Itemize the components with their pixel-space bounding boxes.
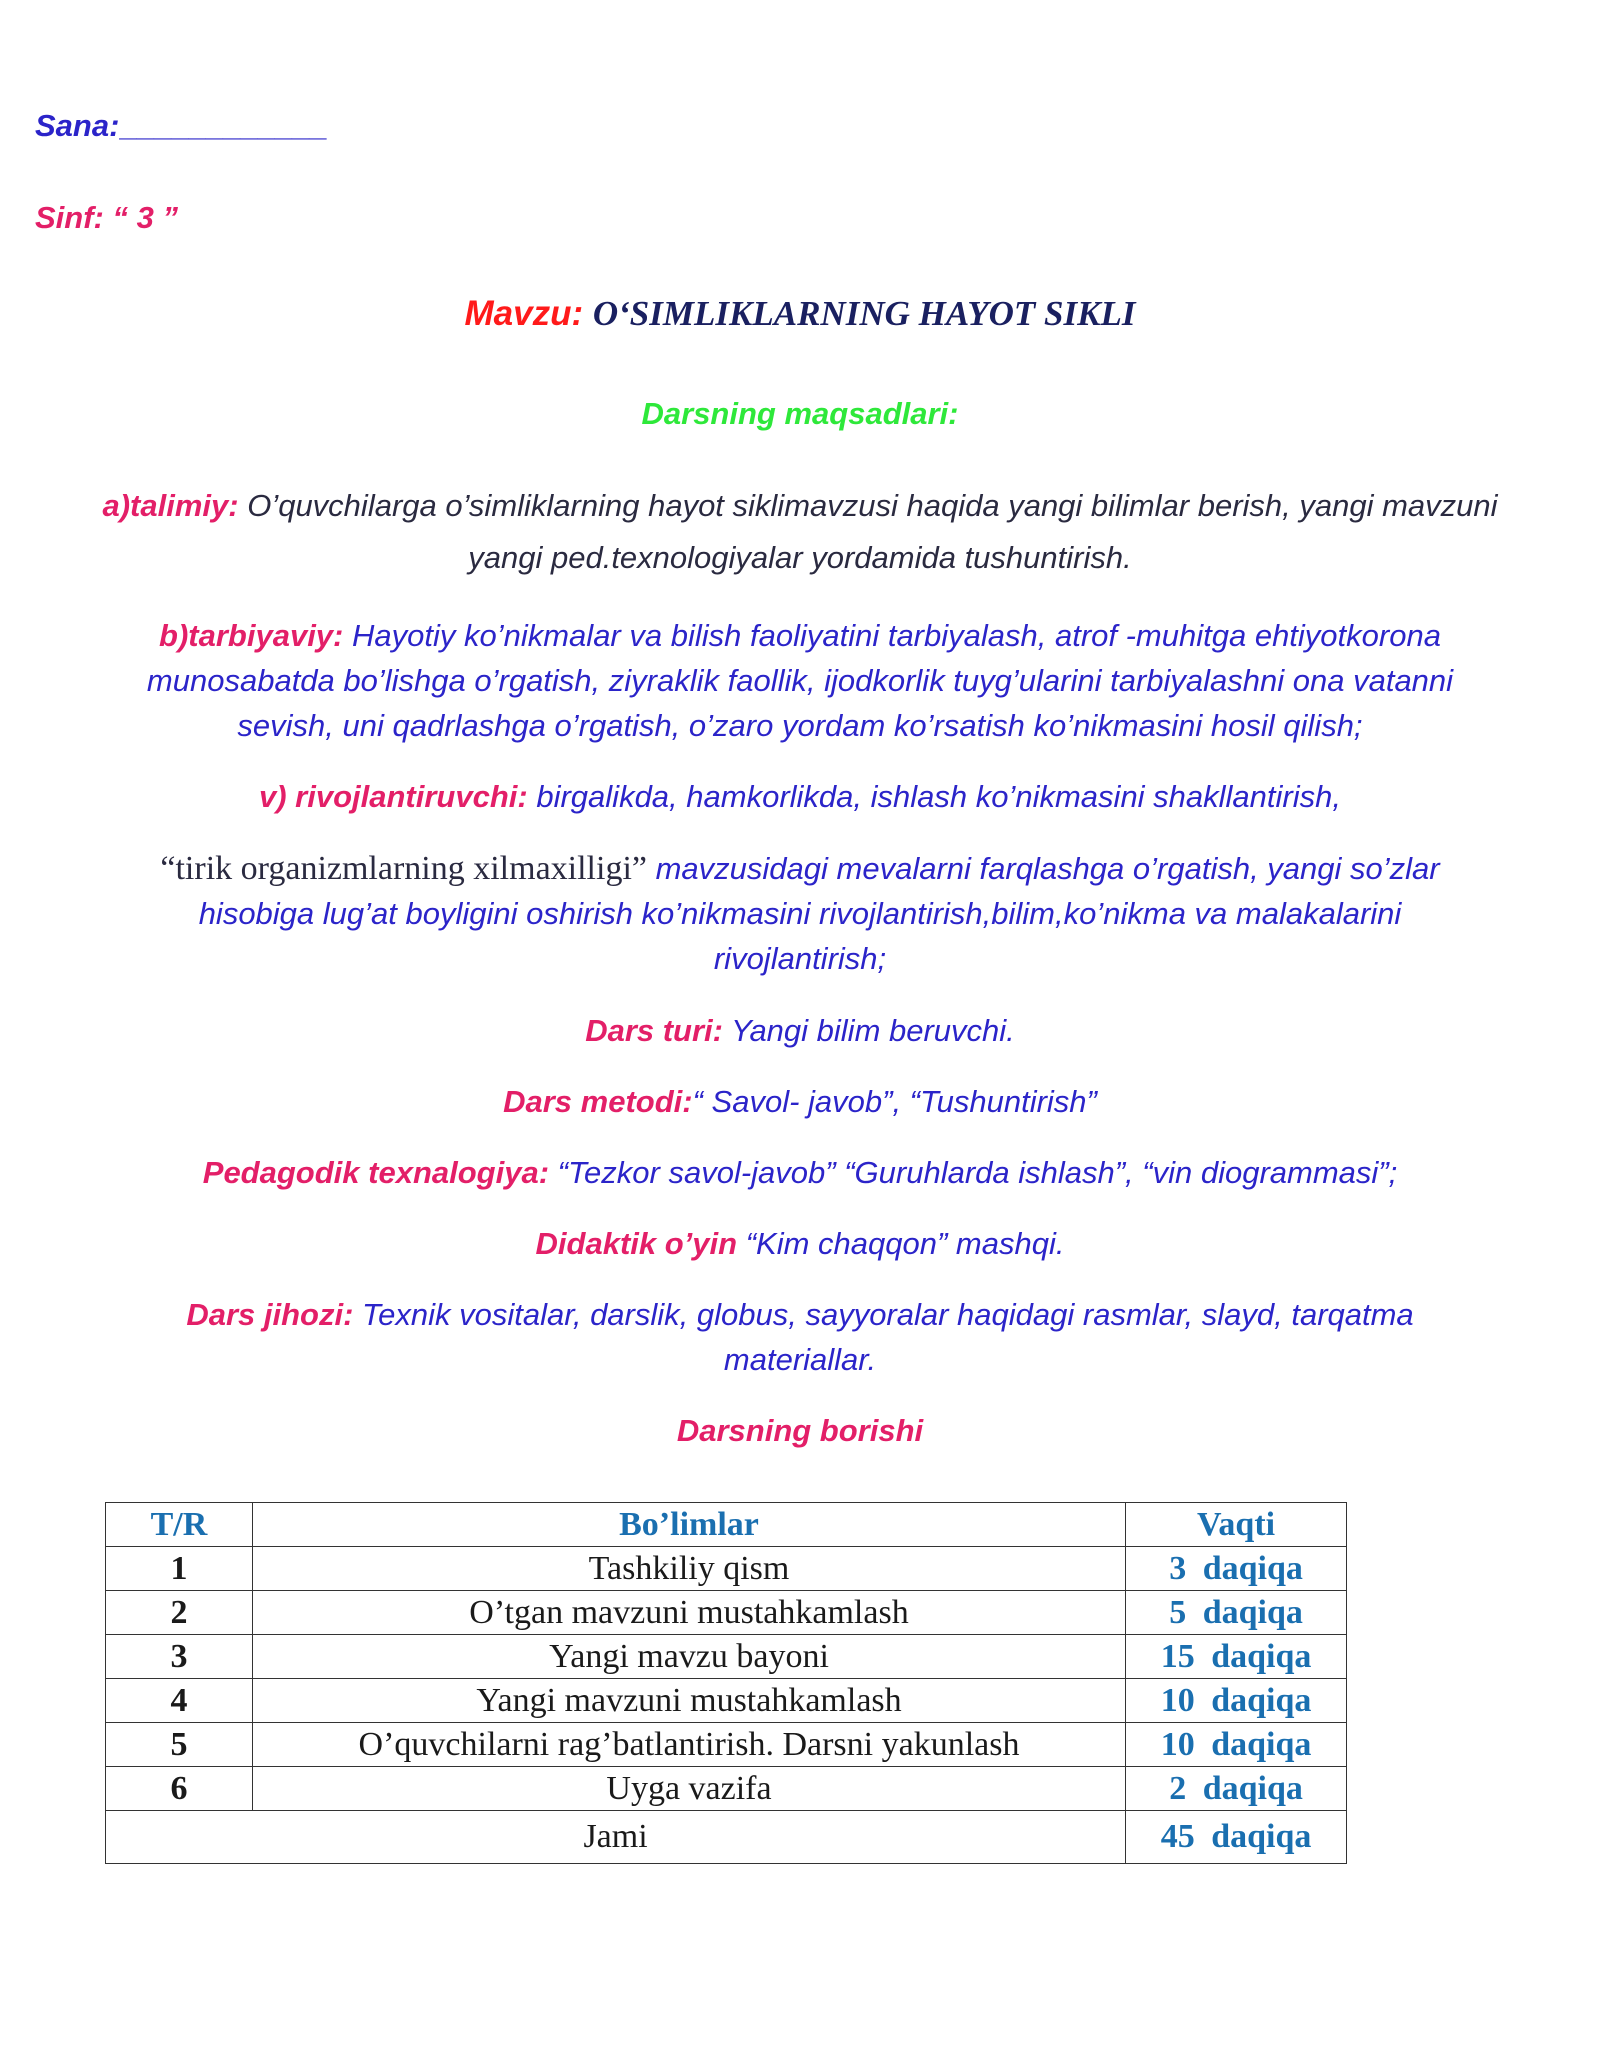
row-time: 10 daqiqa	[1126, 1679, 1347, 1723]
table-row	[106, 1679, 1347, 1723]
lesson-method-value: “ Savol- javob”, “Tushuntirish”	[692, 1084, 1097, 1119]
pedagogical-tech-label: Pedagodik texnalogiya:	[202, 1155, 550, 1190]
didactic-game-line	[0, 1226, 1600, 1262]
table-row	[106, 1635, 1347, 1679]
total-time: 45 daqiqa	[1126, 1811, 1347, 1864]
row-number: 3	[106, 1635, 253, 1679]
lesson-method-label: Dars metodi:	[503, 1084, 693, 1119]
equipment-label: Dars jihozi:	[186, 1297, 354, 1332]
progress-heading: Darsning borishi	[676, 1413, 924, 1448]
table-row	[106, 1723, 1347, 1767]
header-tr: T/R	[106, 1503, 253, 1547]
row-time: 15 daqiqa	[1126, 1635, 1347, 1679]
row-number: 6	[106, 1767, 253, 1811]
topic-label: Mavzu:	[464, 294, 584, 333]
class-value: “ 3 ”	[112, 200, 178, 235]
goal-b-line2: munosabatda bo’lishga o’rgatish, ziyraklik faollik, ijodkorlik tuyg’ularini tarbiyalashni ona vatanni	[146, 663, 1454, 698]
class-line	[35, 200, 635, 236]
row-time: 3 daqiqa	[1126, 1547, 1347, 1591]
goal-v-line4: rivojlantirish;	[713, 941, 887, 976]
lesson-type-line	[0, 1013, 1600, 1049]
lesson-type-label: Dars turi:	[585, 1013, 723, 1048]
equipment-text: Texnik vositalar, darslik, globus, sayyoralar haqidagi rasmlar, slayd, tarqatma	[362, 1297, 1414, 1332]
row-section: Yangi mavzuni mustahkamlash	[252, 1679, 1125, 1723]
pedagogical-tech-value: “Tezkor savol-javob” “Guruhlarda ishlash”, “vin diogrammasi”;	[549, 1155, 1398, 1190]
row-number: 4	[106, 1679, 253, 1723]
goal-v-line1	[0, 779, 1600, 815]
pedagogical-tech-line	[0, 1155, 1600, 1191]
lesson-method-line	[0, 1084, 1600, 1120]
goal-b-line3: sevish, uni qadrlashga o’rgatish, o’zaro yordam ko’rsatish ko’nikmasini hosil qilish;	[237, 708, 1363, 743]
didactic-game-value: “Kim chaqqon” mashqi.	[737, 1226, 1065, 1261]
equipment-line2: materiallar.	[723, 1342, 877, 1377]
topic-line	[0, 294, 1600, 334]
goal-v-line2	[0, 850, 1600, 888]
date-line	[35, 108, 635, 144]
table-header-row	[106, 1503, 1347, 1547]
row-section: O’quvchilarni rag’batlantirish. Darsni yakunlash	[252, 1723, 1125, 1767]
class-label: Sinf:	[35, 200, 104, 235]
row-section: Uyga vazifa	[252, 1767, 1125, 1811]
row-time: 2 daqiqa	[1126, 1767, 1347, 1811]
goal-b-text: Hayotiy ko’nikmalar va bilish faoliyatini tarbiyalash, atrof -muhitga ehtiyotkorona	[352, 618, 1441, 653]
table-row	[106, 1591, 1347, 1635]
row-section: Yangi mavzu bayoni	[252, 1635, 1125, 1679]
goal-a-text: O’quvchilarga o’simliklarning hayot siklimavzusi haqida yangi bilimlar berish, yangi mavzuni	[247, 488, 1498, 523]
topic-title: O‘SIMLIKLARNING HAYOT SIKLI	[592, 294, 1136, 333]
goal-v-text: birgalikda, hamkorlikda, ishlash ko’nikmasini shakllantirish,	[536, 779, 1341, 814]
row-time: 5 daqiqa	[1126, 1591, 1347, 1635]
row-number: 1	[106, 1547, 253, 1591]
row-section: Tashkiliy qism	[252, 1547, 1125, 1591]
date-blank: ____________	[119, 108, 327, 143]
goal-b-line1	[0, 618, 1600, 654]
header-sections: Bo’limlar	[252, 1503, 1125, 1547]
goal-v-text2: mavzusidagi mevalarni farqlashga o’rgatish, yangi so’zlar	[655, 851, 1440, 886]
row-time: 10 daqiqa	[1126, 1723, 1347, 1767]
goal-a-label: a)talimiy:	[102, 488, 239, 523]
equipment-line1	[0, 1297, 1600, 1333]
total-label: Jami	[106, 1811, 1126, 1864]
goal-v-quote: “tirik organizmlarning xilmaxilligi”	[160, 850, 647, 887]
goal-a-line1	[0, 488, 1600, 524]
date-label: Sana:	[35, 108, 120, 143]
goal-v-line3: hisobiga lug’at boyligini oshirish ko’nikmasini rivojlantirish,bilim,ko’nikma va malakalarini	[198, 896, 1402, 931]
row-section: O’tgan mavzuni mustahkamlash	[252, 1591, 1125, 1635]
table-total-row	[106, 1811, 1347, 1864]
lesson-plan-table	[105, 1502, 1347, 1864]
row-number: 2	[106, 1591, 253, 1635]
didactic-game-label: Didaktik o’yin	[535, 1226, 738, 1261]
goal-b-label: b)tarbiyaviy:	[159, 618, 344, 653]
header-time: Vaqti	[1126, 1503, 1347, 1547]
goals-heading: Darsning maqsadlari:	[641, 396, 959, 431]
goal-a-line2: yangi ped.texnologiyalar yordamida tushuntirish.	[468, 540, 1132, 575]
lesson-type-value: Yangi bilim beruvchi.	[731, 1013, 1015, 1048]
table-row	[106, 1767, 1347, 1811]
row-number: 5	[106, 1723, 253, 1767]
goal-v-label: v) rivojlantiruvchi:	[259, 779, 528, 814]
table-row	[106, 1547, 1347, 1591]
